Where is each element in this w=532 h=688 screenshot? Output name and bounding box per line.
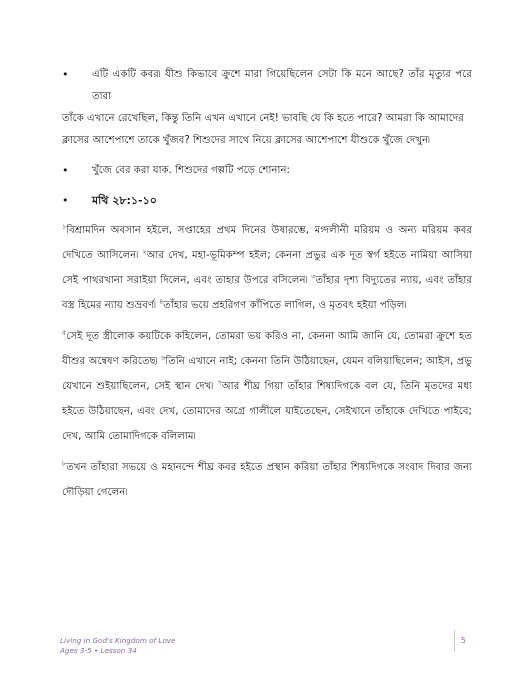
scripture-text: দৌড়িয়া গেলেন৷ (62, 487, 128, 498)
scripture-text: তাঁহার দৃশ্য বিদ্যুতের ন্যায়, এবং তাঁহার বস্ত্র হিমের (62, 275, 472, 311)
bullet-item-read-story (62, 160, 472, 182)
scripture-text: পাথরখানা সরাইয়া দিলেন, এবং তাহার উপরে বসিলেন৷ (82, 275, 312, 286)
footer-series-title: Living in God's Kingdom of Love (60, 636, 176, 645)
scripture-text: উঠিয়াছেন, এবং দেখ, তোমাদের অগ্রে গালীলে যাইতেছেন, সেইখানে তাঁহাকে দেখিতে পাইবে; দেখ, (62, 406, 472, 442)
verse-number: ৩ (311, 272, 316, 281)
verse-number: ৪ (159, 297, 164, 306)
scripture-text: ন্যায় শুভ্রবর্ণ৷ (104, 300, 160, 311)
scripture-paragraph-3 (62, 455, 472, 505)
verse-number: ১ (62, 222, 67, 231)
verse-number: ৬ (161, 353, 166, 362)
scripture-text: যেখানে শুইয়াছিলেন, সেই স্থান দেখ৷ (62, 381, 218, 392)
bullet-item-scripture-ref (62, 190, 472, 212)
scripture-paragraph-2 (62, 324, 472, 449)
scripture-text: তাঁহার ভয়ে প্রহরিগণ কাঁপিতে লাগিল, ও মৃতবৎ হইয়া পড়িল৷ (163, 300, 407, 311)
verse-number: ২ (142, 247, 147, 256)
bullet-marker: • (62, 194, 69, 207)
scripture-text: তিনি এখানে নাই; কেননা তিনি উঠিয়াছেন, যেমন বলিয়াছিলেন; আইস, প্রভু (165, 356, 472, 367)
scripture-paragraph-1 (62, 218, 472, 318)
scripture-reference-heading: মথি ২৮:১-১০ (92, 194, 157, 207)
scripture-text: আর শীঘ্র গিয়া তাঁহার শিষ্যদিগকে বল যে, তিনি মৃতদের মধ্য হইতে (62, 381, 472, 417)
scripture-text: তখন তাঁহারা সভয়ে ও মহানন্দে শীঘ্র কবর হইতে প্রস্থান করিয়া তাঁহার শিষ্যদিগকে সংবাদ দিবার জন্য (66, 462, 472, 473)
scripture-text: যীশুর অন্বেষণ করিতেছ৷ (62, 356, 162, 367)
verse-number: ৮ (62, 459, 67, 468)
scripture-text: আমি তোমাদিগকে বলিলাম৷ (84, 431, 196, 442)
bullet-text: খুঁজে বের করা যাক. শিশুদের গল্পটি পড়ে শোনান: (92, 165, 290, 176)
bullet-item-tomb (62, 64, 472, 108)
bullet-continuation: তাঁকে এখানে রেখেছিল, কিন্তু তিনি এখন এখানে নেই! ভাবছি যে কি হতে পারে? আমরা কি আমাদের (62, 113, 464, 124)
page-footer (60, 636, 175, 656)
verse-number: ৭ (217, 378, 222, 387)
scripture-text: আসিলেন৷ (97, 250, 143, 261)
bullet-continuation: ক্লাসের আশেপাশে তাকে খুঁজব? শিশুদের সাথে নিয়ে ক্লাসের আশেপাশে যীশুকে খুঁজে দেখুন৷ (62, 135, 430, 146)
bullet-text: এটি একটি কবর৷ যীশু কিভাবে ক্রুশে মারা গিয়েছিলেন সেটা কি মনে আছে? তাঁর মৃত্যুর পরে তারা (92, 69, 472, 102)
bullet-marker: • (62, 68, 69, 81)
footer-lesson-info: Ages 3-5 • Lesson 34 (60, 646, 137, 655)
page-number: 5 (461, 636, 466, 645)
verse-number: ৫ (62, 328, 67, 337)
bullet-marker: • (62, 164, 69, 177)
footer-divider (454, 630, 455, 652)
scripture-text: বিশ্রামদিন অবসান হইলে, সপ্তাহের প্রথম দিনের উষারম্ভে, মগ্দলীনী মরিয়ম ও অন্য মরিয়ম কবর দেখিতে (62, 225, 472, 261)
scripture-text: সেই দূত স্ত্রীলোক কয়টিকে কহিলেন, তোমরা ভয় করিও না, কেননা আমি জানি যে, তোমরা ক্রুশে হত (66, 331, 472, 342)
scripture-text: আর দেখ, মহা-ভূমিকম্প হইল; কেননা প্রভুর এক দূত স্বর্গ হইতে নামিয়া আসিয়া সেই (62, 250, 472, 286)
lesson-content (62, 64, 472, 505)
